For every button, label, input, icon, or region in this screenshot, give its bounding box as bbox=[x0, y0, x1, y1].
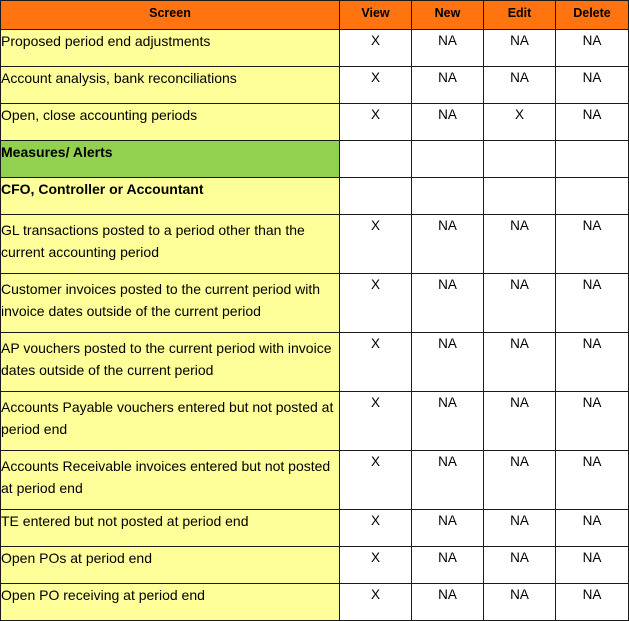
table-row bbox=[1, 30, 629, 67]
delete-cell: NA bbox=[556, 584, 629, 621]
new-cell: NA bbox=[412, 30, 484, 67]
header-row bbox=[1, 1, 629, 30]
view-cell: X bbox=[340, 30, 412, 67]
new-cell: NA bbox=[412, 67, 484, 104]
col-header-new: New bbox=[412, 1, 484, 30]
delete-cell: NA bbox=[556, 451, 629, 510]
view-cell bbox=[340, 141, 412, 178]
row-label: GL transactions posted to a period other than the current accounting period bbox=[1, 215, 340, 274]
table-row bbox=[1, 215, 629, 274]
row-label: TE entered but not posted at period end bbox=[1, 510, 340, 547]
section-label-measures: Measures/ Alerts bbox=[1, 141, 340, 178]
new-cell: NA bbox=[412, 104, 484, 141]
delete-cell: NA bbox=[556, 510, 629, 547]
edit-cell: NA bbox=[484, 584, 556, 621]
view-cell: X bbox=[340, 104, 412, 141]
delete-cell: NA bbox=[556, 215, 629, 274]
view-cell: X bbox=[340, 547, 412, 584]
edit-cell bbox=[484, 141, 556, 178]
section-row-measures bbox=[1, 141, 629, 178]
row-label: Open POs at period end bbox=[1, 547, 340, 584]
row-label: AP vouchers posted to the current period with invoice dates outside of the current period bbox=[1, 333, 340, 392]
table-row bbox=[1, 392, 629, 451]
new-cell: NA bbox=[412, 392, 484, 451]
edit-cell: NA bbox=[484, 392, 556, 451]
col-header-edit: Edit bbox=[484, 1, 556, 30]
table-row bbox=[1, 451, 629, 510]
edit-cell: NA bbox=[484, 215, 556, 274]
edit-cell: X bbox=[484, 104, 556, 141]
table-header bbox=[1, 1, 629, 30]
edit-cell: NA bbox=[484, 274, 556, 333]
row-label: Account analysis, bank reconciliations bbox=[1, 67, 340, 104]
view-cell: X bbox=[340, 392, 412, 451]
row-label: Proposed period end adjustments bbox=[1, 30, 340, 67]
view-cell: X bbox=[340, 451, 412, 510]
row-label: Open PO receiving at period end bbox=[1, 584, 340, 621]
delete-cell: NA bbox=[556, 392, 629, 451]
edit-cell: NA bbox=[484, 30, 556, 67]
view-cell: X bbox=[340, 510, 412, 547]
view-cell: X bbox=[340, 584, 412, 621]
new-cell: NA bbox=[412, 333, 484, 392]
view-cell: X bbox=[340, 215, 412, 274]
table-row bbox=[1, 274, 629, 333]
edit-cell: NA bbox=[484, 67, 556, 104]
edit-cell: NA bbox=[484, 451, 556, 510]
delete-cell bbox=[556, 141, 629, 178]
row-label: Customer invoices posted to the current period with invoice dates outside of the current period bbox=[1, 274, 340, 333]
table-row bbox=[1, 547, 629, 584]
table-row bbox=[1, 104, 629, 141]
view-cell bbox=[340, 178, 412, 215]
new-cell: NA bbox=[412, 215, 484, 274]
edit-cell: NA bbox=[484, 510, 556, 547]
new-cell: NA bbox=[412, 510, 484, 547]
delete-cell: NA bbox=[556, 547, 629, 584]
col-header-delete: Delete bbox=[556, 1, 629, 30]
new-cell: NA bbox=[412, 547, 484, 584]
delete-cell: NA bbox=[556, 104, 629, 141]
col-header-view: View bbox=[340, 1, 412, 30]
col-header-screen: Screen bbox=[1, 1, 340, 30]
row-label: Open, close accounting periods bbox=[1, 104, 340, 141]
new-cell: NA bbox=[412, 451, 484, 510]
new-cell bbox=[412, 178, 484, 215]
view-cell: X bbox=[340, 333, 412, 392]
new-cell: NA bbox=[412, 274, 484, 333]
section-label-role: CFO, Controller or Accountant bbox=[1, 178, 340, 215]
table-row bbox=[1, 584, 629, 621]
section-row-role bbox=[1, 178, 629, 215]
delete-cell bbox=[556, 178, 629, 215]
row-label: Accounts Payable vouchers entered but not posted at period end bbox=[1, 392, 340, 451]
table-row bbox=[1, 67, 629, 104]
delete-cell: NA bbox=[556, 67, 629, 104]
delete-cell: NA bbox=[556, 30, 629, 67]
new-cell bbox=[412, 141, 484, 178]
view-cell: X bbox=[340, 67, 412, 104]
edit-cell: NA bbox=[484, 547, 556, 584]
edit-cell bbox=[484, 178, 556, 215]
table-row bbox=[1, 333, 629, 392]
delete-cell: NA bbox=[556, 274, 629, 333]
row-label: Accounts Receivable invoices entered but not posted at period end bbox=[1, 451, 340, 510]
view-cell: X bbox=[340, 274, 412, 333]
table-row bbox=[1, 510, 629, 547]
delete-cell: NA bbox=[556, 333, 629, 392]
edit-cell: NA bbox=[484, 333, 556, 392]
new-cell: NA bbox=[412, 584, 484, 621]
table-body bbox=[1, 30, 629, 621]
